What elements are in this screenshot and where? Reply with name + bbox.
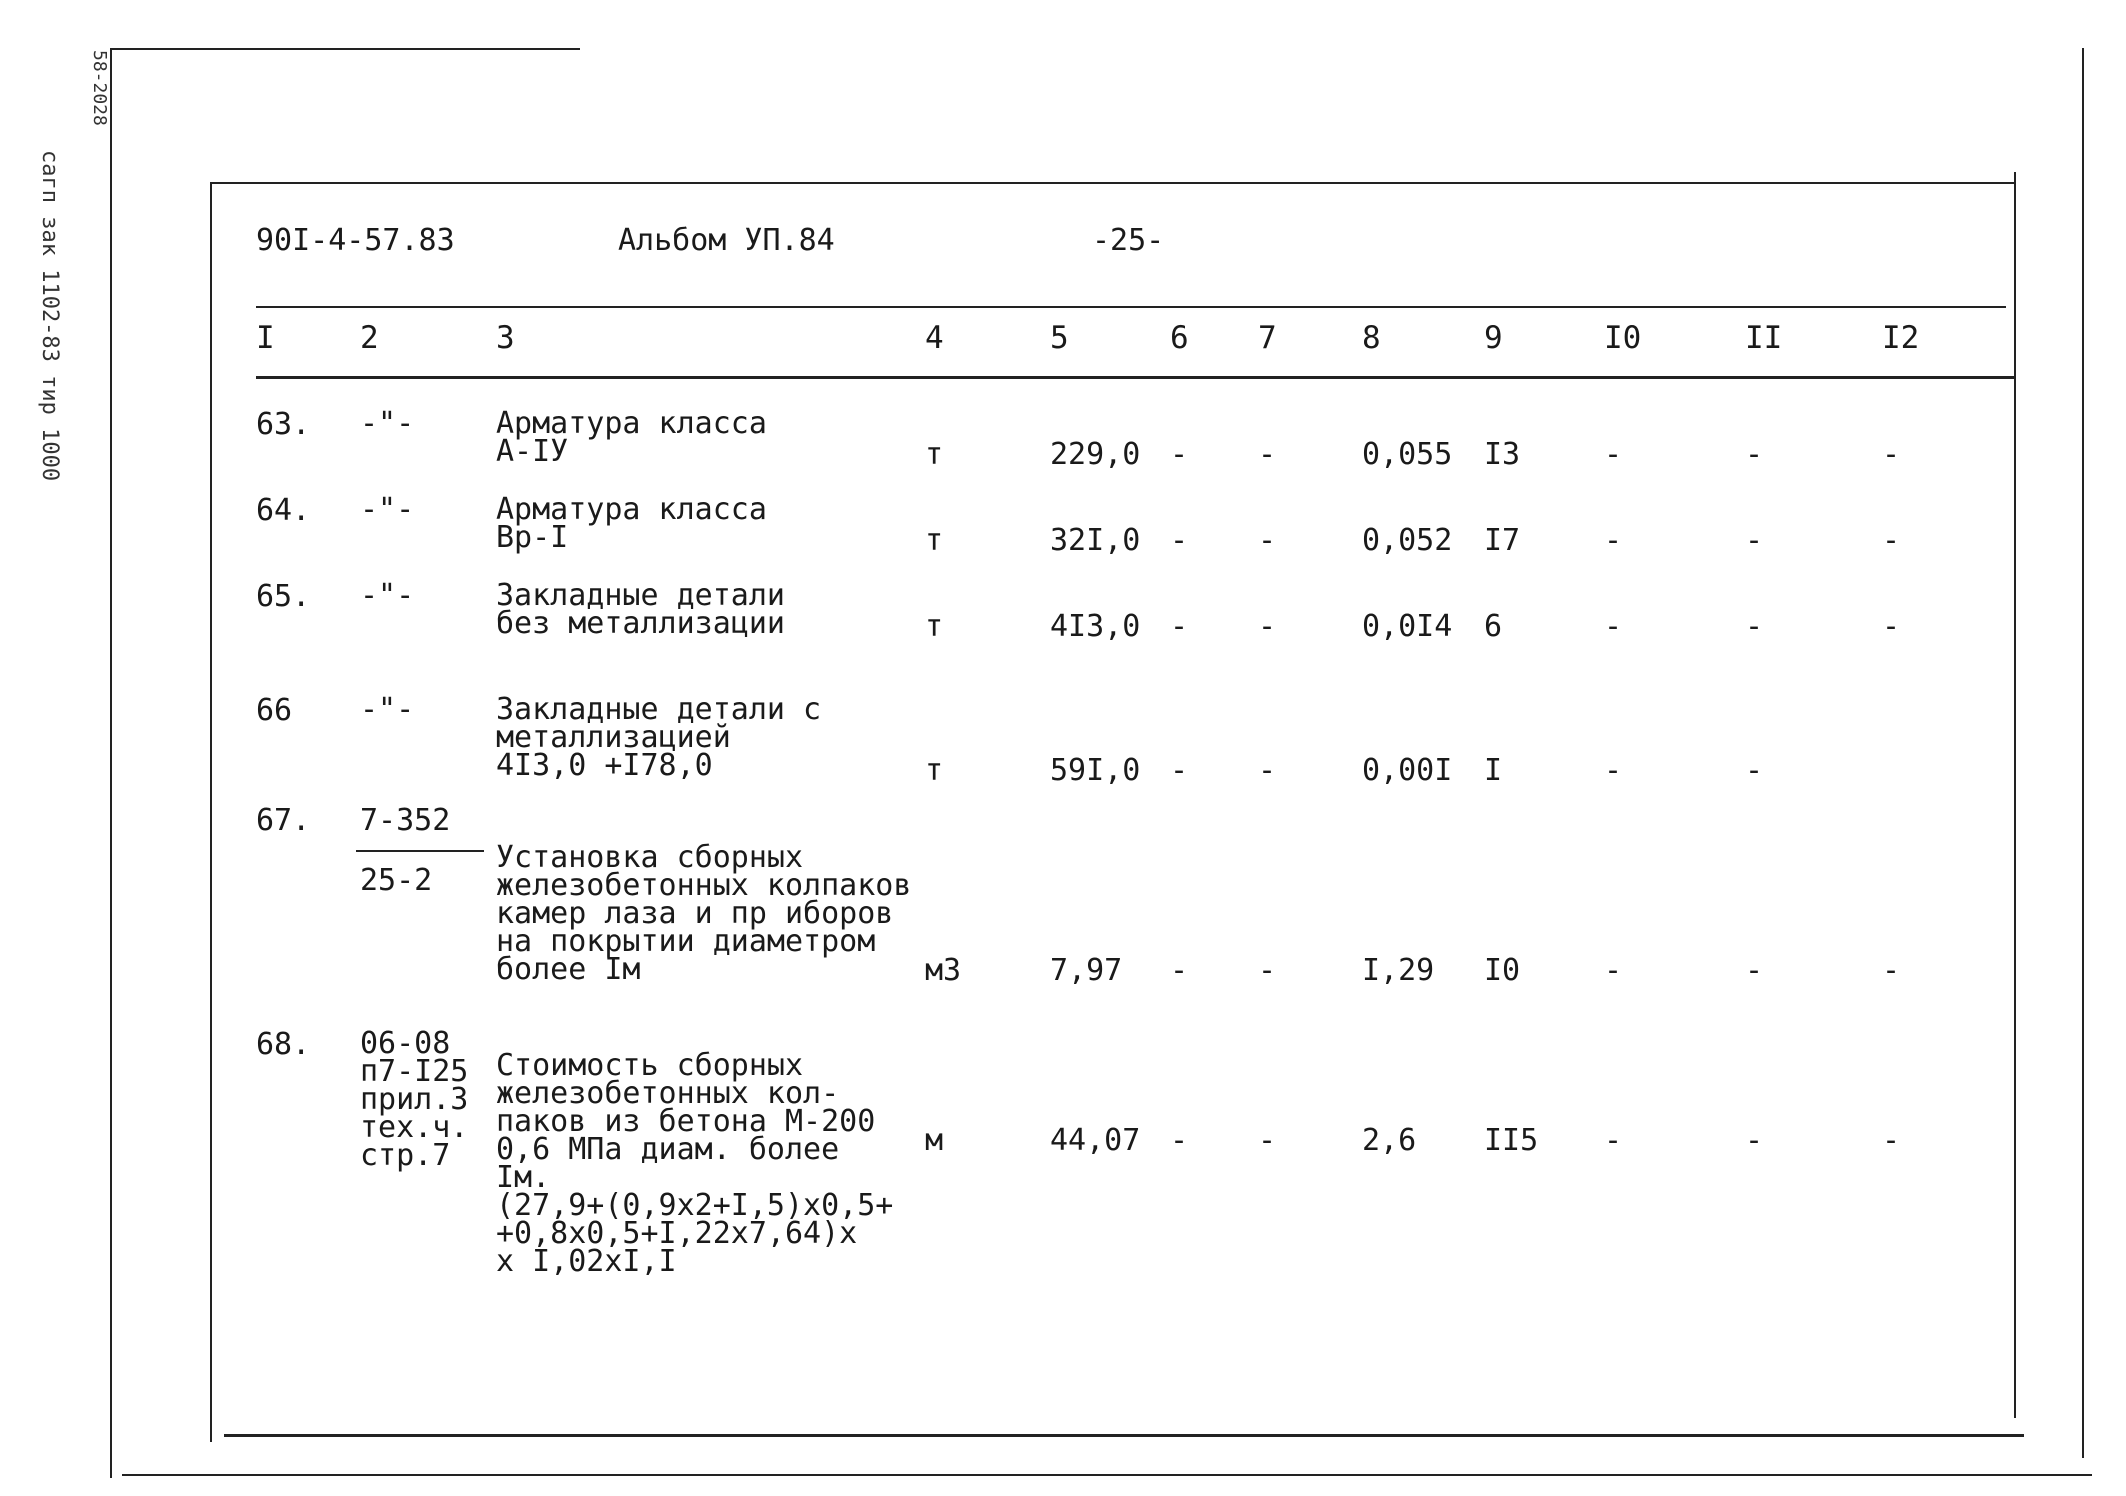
col10-cell: - (1604, 609, 1623, 644)
column-header-1: I (256, 320, 275, 356)
column-header-4: 4 (925, 320, 944, 356)
col9-cell: I (1484, 753, 1503, 788)
description-line: Установка сборных (496, 840, 804, 875)
inner-frame-left (210, 182, 212, 1442)
col9-cell: I0 (1484, 953, 1521, 988)
coef-cell: 2,6 (1362, 1123, 1417, 1158)
column-header-3: 3 (496, 320, 515, 356)
col11-cell: - (1745, 437, 1764, 472)
col11-cell: - (1745, 753, 1764, 788)
column-header-9: 9 (1484, 320, 1503, 356)
ref-code: п7-I25 (360, 1054, 469, 1089)
row-number: 64. (256, 493, 311, 528)
price-cell: 44,07 (1050, 1123, 1141, 1158)
col10-cell: - (1604, 523, 1623, 558)
description-line: Iм. (496, 1160, 551, 1195)
inner-frame-bottom (224, 1434, 2024, 1437)
description-line: Арматура класса (496, 492, 767, 527)
description-line: металлизацией (496, 720, 731, 755)
description-line: х I,02хI,I (496, 1244, 677, 1279)
description-line: Стоимость сборных (496, 1048, 804, 1083)
outer-frame-left (110, 48, 112, 1478)
price-cell: 32I,0 (1050, 523, 1141, 558)
col12-cell: - (1882, 953, 1901, 988)
col10-cell: - (1604, 1123, 1623, 1158)
column-header-2: 2 (360, 320, 379, 356)
col12-cell: - (1882, 437, 1901, 472)
row-number: 65. (256, 579, 311, 614)
row-number: 63. (256, 407, 311, 442)
col6-cell: - (1170, 953, 1189, 988)
inner-frame-top (210, 182, 2014, 184)
column-header-5: 5 (1050, 320, 1069, 356)
col11-cell: - (1745, 609, 1764, 644)
col11-cell: - (1745, 953, 1764, 988)
row-number: 66 (256, 693, 293, 728)
col7-cell: - (1258, 609, 1277, 644)
ref-code: -"- (360, 406, 415, 441)
col6-cell: - (1170, 753, 1189, 788)
col6-cell: - (1170, 1123, 1189, 1158)
description-line: +0,8х0,5+I,22х7,64)х (496, 1216, 858, 1251)
col9-cell: I7 (1484, 523, 1521, 558)
ref-code: тех.ч. (360, 1110, 469, 1145)
col9-cell: II5 (1484, 1123, 1539, 1158)
price-cell: 229,0 (1050, 437, 1141, 472)
col7-cell: - (1258, 437, 1277, 472)
col10-cell: - (1604, 953, 1623, 988)
description-line: А-IУ (496, 434, 569, 469)
col7-cell: - (1258, 953, 1277, 988)
ref-code: -"- (360, 692, 415, 727)
coef-cell: I,29 (1362, 953, 1435, 988)
price-cell: 7,97 (1050, 953, 1123, 988)
description-line: Арматура класса (496, 406, 767, 441)
description-line: железобетонных кол- (496, 1076, 840, 1111)
ref-code: -"- (360, 578, 415, 613)
col7-cell: - (1258, 523, 1277, 558)
unit-cell: м3 (925, 953, 962, 988)
col7-cell: - (1258, 753, 1277, 788)
description-line: более Iм (496, 952, 641, 987)
description-line: Закладные детали с (496, 692, 822, 727)
album-title: Альбом УП.84 (618, 223, 835, 258)
column-header-6: 6 (1170, 320, 1189, 356)
col9-cell: 6 (1484, 609, 1503, 644)
ref-code-bottom: 25-2 (360, 863, 433, 898)
description-line: Закладные детали (496, 578, 785, 613)
unit-cell: т (925, 609, 944, 644)
col6-cell: - (1170, 609, 1189, 644)
coef-cell: 0,052 (1362, 523, 1453, 558)
col12-cell: - (1882, 523, 1901, 558)
price-cell: 4I3,0 (1050, 609, 1141, 644)
unit-cell: т (925, 523, 944, 558)
description-line: паков из бетона М-200 (496, 1104, 876, 1139)
col6-cell: - (1170, 437, 1189, 472)
ref-code: стр.7 (360, 1138, 451, 1173)
ref-code: -"- (360, 492, 415, 527)
col10-cell: - (1604, 437, 1623, 472)
margin-code: 58-2028 (89, 50, 110, 126)
doc-number: 90I-4-57.83 (256, 223, 455, 258)
description-line: (27,9+(0,9х2+I,5)х0,5+ (496, 1188, 894, 1223)
ref-fraction-rule (356, 850, 484, 852)
price-cell: 59I,0 (1050, 753, 1141, 788)
outer-frame-right (2082, 48, 2084, 1458)
description-line: 0,6 МПа диам. более (496, 1132, 840, 1167)
page-number: -25- (1092, 223, 1165, 258)
description-line: без металлизации (496, 606, 785, 641)
column-header-10: I0 (1604, 320, 1642, 356)
ref-code-top: 7-352 (360, 803, 451, 838)
description-line: железобетонных колпаков (496, 868, 912, 903)
inner-frame-right (2014, 172, 2016, 1418)
margin-stamp: сагп зак 1102-83 тир 1000 (37, 150, 62, 482)
unit-cell: м (925, 1123, 944, 1158)
coef-cell: 0,00I (1362, 753, 1453, 788)
row-number: 68. (256, 1027, 311, 1062)
col11-cell: - (1745, 1123, 1764, 1158)
column-header-12: I2 (1882, 320, 1920, 356)
description-line: 4I3,0 +I78,0 (496, 748, 713, 783)
column-header-8: 8 (1362, 320, 1381, 356)
description-line: Вр-I (496, 520, 569, 555)
col11-cell: - (1745, 523, 1764, 558)
description-line: камер лаза и пр иборов (496, 896, 894, 931)
col9-cell: I3 (1484, 437, 1521, 472)
header-rule-bottom (256, 376, 2014, 379)
description-line: на покрытии диаметром (496, 924, 876, 959)
column-header-7: 7 (1258, 320, 1277, 356)
column-header-11: II (1745, 320, 1783, 356)
col7-cell: - (1258, 1123, 1277, 1158)
unit-cell: т (925, 753, 944, 788)
col6-cell: - (1170, 523, 1189, 558)
col12-cell: - (1882, 1123, 1901, 1158)
row-number: 67. (256, 803, 311, 838)
coef-cell: 0,055 (1362, 437, 1453, 472)
outer-frame-bottom (122, 1474, 2092, 1476)
header-rule-top (256, 306, 2006, 308)
unit-cell: т (925, 437, 944, 472)
col12-cell: - (1882, 609, 1901, 644)
outer-frame-top (110, 48, 580, 50)
ref-code: 06-08 (360, 1026, 451, 1061)
ref-code: прил.3 (360, 1082, 469, 1117)
col10-cell: - (1604, 753, 1623, 788)
coef-cell: 0,0I4 (1362, 609, 1453, 644)
